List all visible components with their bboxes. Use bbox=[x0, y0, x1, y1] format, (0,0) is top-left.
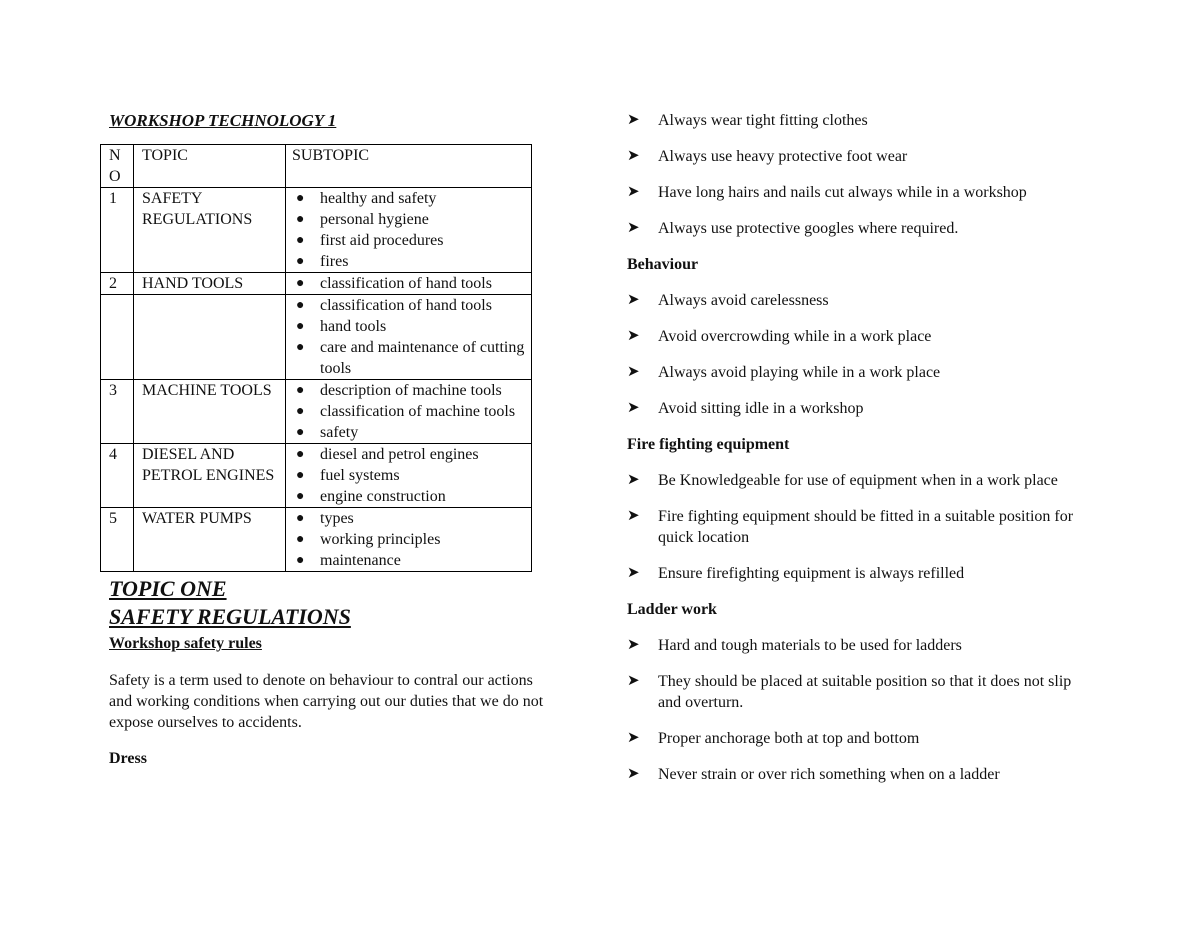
list-item-text: Have long hairs and nails cut always while in a workshop bbox=[658, 184, 1027, 201]
bullet-icon: ● bbox=[296, 553, 305, 568]
subtopic-item bbox=[292, 422, 527, 443]
row-topic: WATER PUMPS bbox=[134, 508, 286, 572]
subtopic-text: first aid procedures bbox=[320, 232, 444, 249]
bullet-icon: ● bbox=[296, 532, 305, 547]
list-item-text: Always avoid playing while in a work place bbox=[658, 364, 941, 381]
subtopic-item bbox=[292, 230, 527, 251]
subtopic-item bbox=[292, 486, 527, 507]
bullet-icon: ● bbox=[296, 404, 305, 419]
arrow-bullet-icon: ➤ bbox=[627, 328, 640, 344]
bullet-icon: ● bbox=[296, 254, 305, 269]
left-column bbox=[100, 110, 560, 769]
list-item bbox=[627, 563, 1097, 584]
arrow-bullet-icon: ➤ bbox=[627, 472, 640, 488]
topic-number-heading: TOPIC ONE bbox=[109, 576, 227, 601]
table-row bbox=[101, 188, 532, 273]
list-item-text: Always avoid carelessness bbox=[658, 292, 829, 309]
subtopic-text: classification of hand tools bbox=[320, 275, 492, 292]
bullet-icon: ● bbox=[296, 319, 305, 334]
arrow-bullet-icon: ➤ bbox=[627, 184, 640, 200]
list-item-text: Ensure firefighting equipment is always refilled bbox=[658, 565, 965, 582]
arrow-bullet-icon: ➤ bbox=[627, 292, 640, 308]
row-number: 5 bbox=[101, 508, 134, 572]
row-subtopics bbox=[286, 273, 532, 295]
subtopic-item bbox=[292, 316, 527, 337]
table-header-row bbox=[101, 145, 532, 188]
bullet-icon: ● bbox=[296, 468, 305, 483]
list-item-text: Never strain or over rich something when on a ladder bbox=[658, 766, 1000, 783]
list-item bbox=[627, 398, 1097, 419]
subtopic-text: working principles bbox=[320, 531, 441, 548]
list-item-text: Proper anchorage both at top and bottom bbox=[658, 730, 920, 747]
subtopic-text: personal hygiene bbox=[320, 211, 429, 228]
table-row bbox=[101, 508, 532, 572]
subtopic-text: fuel systems bbox=[320, 467, 400, 484]
syllabus-rows bbox=[101, 188, 532, 572]
bullet-icon: ● bbox=[296, 447, 305, 462]
arrow-bullet-icon: ➤ bbox=[627, 148, 640, 164]
header-no: N O bbox=[101, 145, 134, 188]
row-subtopics bbox=[286, 380, 532, 444]
subtopic-text: healthy and safety bbox=[320, 190, 437, 207]
bullet-icon: ● bbox=[296, 298, 305, 313]
list-item bbox=[627, 326, 1097, 347]
list-item bbox=[627, 506, 1097, 548]
list-item-text: Fire fighting equipment should be fitted in a suitable position for quick location bbox=[658, 508, 1074, 546]
bullet-icon: ● bbox=[296, 511, 305, 526]
row-topic: DIESEL AND PETROL ENGINES bbox=[134, 444, 286, 508]
list-item-text: Always wear tight fitting clothes bbox=[658, 112, 868, 129]
subtopic-text: engine construction bbox=[320, 488, 446, 505]
arrow-bullet-icon: ➤ bbox=[627, 220, 640, 236]
list-item-text: Avoid overcrowding while in a work place bbox=[658, 328, 932, 345]
section-heading: Ladder work bbox=[627, 601, 717, 618]
subtopic-text: description of machine tools bbox=[320, 382, 502, 399]
section-heading: Fire fighting equipment bbox=[627, 436, 790, 453]
subtopic-item bbox=[292, 529, 527, 550]
list-item bbox=[627, 146, 1097, 167]
row-number bbox=[101, 295, 134, 380]
row-number: 1 bbox=[101, 188, 134, 273]
row-topic: MACHINE TOOLS bbox=[134, 380, 286, 444]
list-item bbox=[627, 470, 1097, 491]
table-row bbox=[101, 380, 532, 444]
bullet-icon: ● bbox=[296, 425, 305, 440]
arrow-bullet-icon: ➤ bbox=[627, 565, 640, 581]
subtopic-text: hand tools bbox=[320, 318, 387, 335]
subtopic-text: maintenance bbox=[320, 552, 401, 569]
row-subtopics bbox=[286, 295, 532, 380]
list-item-text: Be Knowledgeable for use of equipment when in a work place bbox=[658, 472, 1058, 489]
list-item bbox=[627, 110, 1097, 131]
section-heading: Behaviour bbox=[627, 256, 699, 273]
list-item-text: Avoid sitting idle in a workshop bbox=[658, 400, 864, 417]
subtopic-item bbox=[292, 465, 527, 486]
row-topic bbox=[134, 295, 286, 380]
row-number: 3 bbox=[101, 380, 134, 444]
bullet-icon: ● bbox=[296, 276, 305, 291]
subtopic-text: classification of hand tools bbox=[320, 297, 492, 314]
subtopic-text: care and maintenance of cutting tools bbox=[320, 339, 525, 377]
subtopic-item bbox=[292, 550, 527, 571]
syllabus-table bbox=[100, 144, 532, 572]
arrow-bullet-icon: ➤ bbox=[627, 508, 640, 524]
list-item bbox=[627, 635, 1097, 656]
row-subtopics bbox=[286, 508, 532, 572]
arrow-bullet-icon: ➤ bbox=[627, 730, 640, 746]
table-row bbox=[101, 444, 532, 508]
bullet-icon: ● bbox=[296, 340, 305, 355]
subtopic-item bbox=[292, 295, 527, 316]
list-item bbox=[627, 362, 1097, 383]
list-item-text: Always use heavy protective foot wear bbox=[658, 148, 908, 165]
header-topic: TOPIC bbox=[134, 145, 286, 188]
subtopic-item bbox=[292, 188, 527, 209]
list-item bbox=[627, 218, 1097, 239]
list-item-text: They should be placed at suitable position so that it does not slip and overturn. bbox=[658, 673, 1072, 711]
row-topic: HAND TOOLS bbox=[134, 273, 286, 295]
bullet-icon: ● bbox=[296, 191, 305, 206]
subtopic-item bbox=[292, 251, 527, 272]
row-subtopics bbox=[286, 188, 532, 273]
subtopic-item bbox=[292, 209, 527, 230]
section-title: Workshop safety rules bbox=[109, 635, 262, 652]
subtopic-item bbox=[292, 508, 527, 529]
right-column bbox=[627, 110, 1097, 800]
subtopic-item bbox=[292, 273, 527, 294]
subtopic-text: types bbox=[320, 510, 354, 527]
intro-paragraph: Safety is a term used to denote on behaviour to contral our actions and working conditions when carrying out our duties that we do not expose ourselves to accidents. bbox=[109, 672, 544, 731]
topic-title-heading: SAFETY REGULATIONS bbox=[109, 604, 351, 629]
row-subtopics bbox=[286, 444, 532, 508]
list-item bbox=[627, 671, 1097, 713]
table-row bbox=[101, 273, 532, 295]
arrow-bullet-icon: ➤ bbox=[627, 364, 640, 380]
subtopic-text: diesel and petrol engines bbox=[320, 446, 479, 463]
arrow-bullet-icon: ➤ bbox=[627, 766, 640, 782]
subtopic-text: safety bbox=[320, 424, 359, 441]
bullet-icon: ● bbox=[296, 212, 305, 227]
subtopic-text: fires bbox=[320, 253, 349, 270]
subtopic-text: classification of machine tools bbox=[320, 403, 516, 420]
arrow-bullet-icon: ➤ bbox=[627, 637, 640, 653]
subtopic-item bbox=[292, 380, 527, 401]
dress-heading: Dress bbox=[109, 750, 147, 767]
course-title: WORKSHOP TECHNOLOGY 1 bbox=[109, 111, 337, 130]
list-item bbox=[627, 290, 1097, 311]
arrow-bullet-icon: ➤ bbox=[627, 112, 640, 128]
table-row bbox=[101, 295, 532, 380]
arrow-bullet-icon: ➤ bbox=[627, 673, 640, 689]
list-item-text: Hard and tough materials to be used for ladders bbox=[658, 637, 962, 654]
list-item-text: Always use protective googles where required. bbox=[658, 220, 959, 237]
subtopic-item bbox=[292, 337, 527, 379]
row-topic: SAFETY REGULATIONS bbox=[134, 188, 286, 273]
row-number: 2 bbox=[101, 273, 134, 295]
list-item bbox=[627, 728, 1097, 749]
list-item bbox=[627, 182, 1097, 203]
bullet-icon: ● bbox=[296, 489, 305, 504]
list-item bbox=[627, 764, 1097, 785]
header-subtopic: SUBTOPIC bbox=[286, 145, 532, 188]
bullet-icon: ● bbox=[296, 383, 305, 398]
subtopic-item bbox=[292, 444, 527, 465]
row-number: 4 bbox=[101, 444, 134, 508]
subtopic-item bbox=[292, 401, 527, 422]
arrow-bullet-icon: ➤ bbox=[627, 400, 640, 416]
bullet-icon: ● bbox=[296, 233, 305, 248]
